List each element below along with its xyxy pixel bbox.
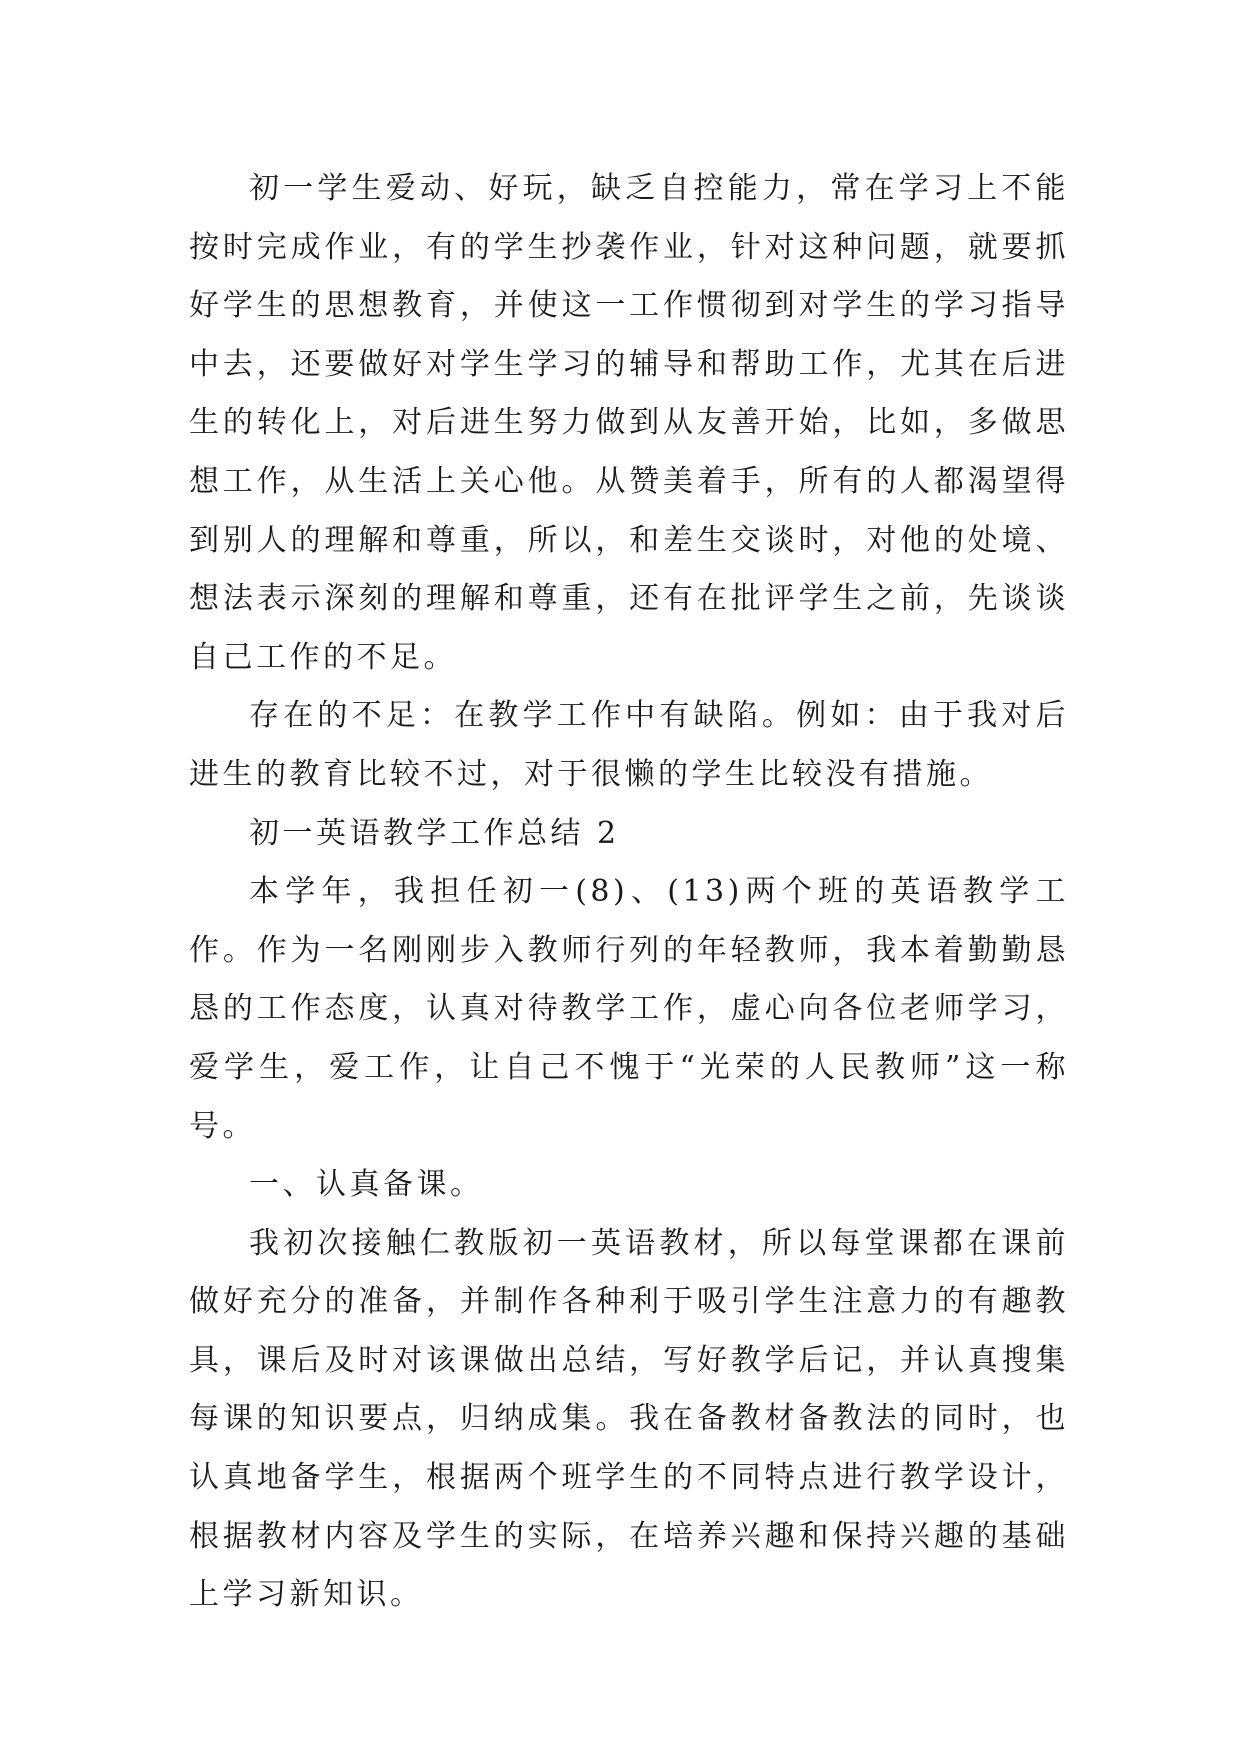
paragraph-preparation: 我初次接触仁教版初一英语教材，所以每堂课都在课前做好充分的准备，并制作各种利于吸引学生注意力的有趣教具，课后及时对该课做出总结，写好教学后记，并认真搜集每课的知识要点，归纳成集。我在备教材备教法的同时，也认真地备学生，根据两个班学生的不同特点进行教学设计，根据教材内容及学生的实际，在培养兴趣和保持兴趣的基础上学习新知识。 — [189, 1225, 1069, 1613]
section-title-summary-2: 初一英语教学工作总结 2 — [249, 815, 620, 851]
document-body — [189, 160, 1069, 1625]
paragraph-shortcomings: 存在的不足：在教学工作中有缺陷。例如：由于我对后进生的教育比较不过，对于很懒的学生比较没有措施。 — [189, 698, 1069, 792]
paragraph-intro: 本学年，我担任初一(8)、(13)两个班的英语教学工作。作为一名刚刚步入教师行列的年轻教师，我本着勤勤恳恳的工作态度，认真对待教学工作，虚心向各位老师学习，爱学生，爱工作，让自己不愧于“光荣的人民教师”这一称号。 — [189, 874, 1069, 1144]
section-heading-preparation: 一、认真备课。 — [249, 1167, 484, 1203]
paragraph-student-guidance: 初一学生爱动、好玩，缺乏自控能力，常在学习上不能按时完成作业，有的学生抄袭作业，针对这种问题，就要抓好学生的思想教育，并使这一工作惯彻到对学生的学习指导中去，还要做好对学生学习的辅导和帮助工作，尤其在后进生的转化上，对后进生努力做到从友善开始，比如，多做思想工作，从生活上关心他。从赞美着手，所有的人都渴望得到别人的理解和尊重，所以，和差生交谈时，对他的处境、想法表示深刻的理解和尊重，还有在批评学生之前，先谈谈自己工作的不足。 — [189, 171, 1069, 675]
